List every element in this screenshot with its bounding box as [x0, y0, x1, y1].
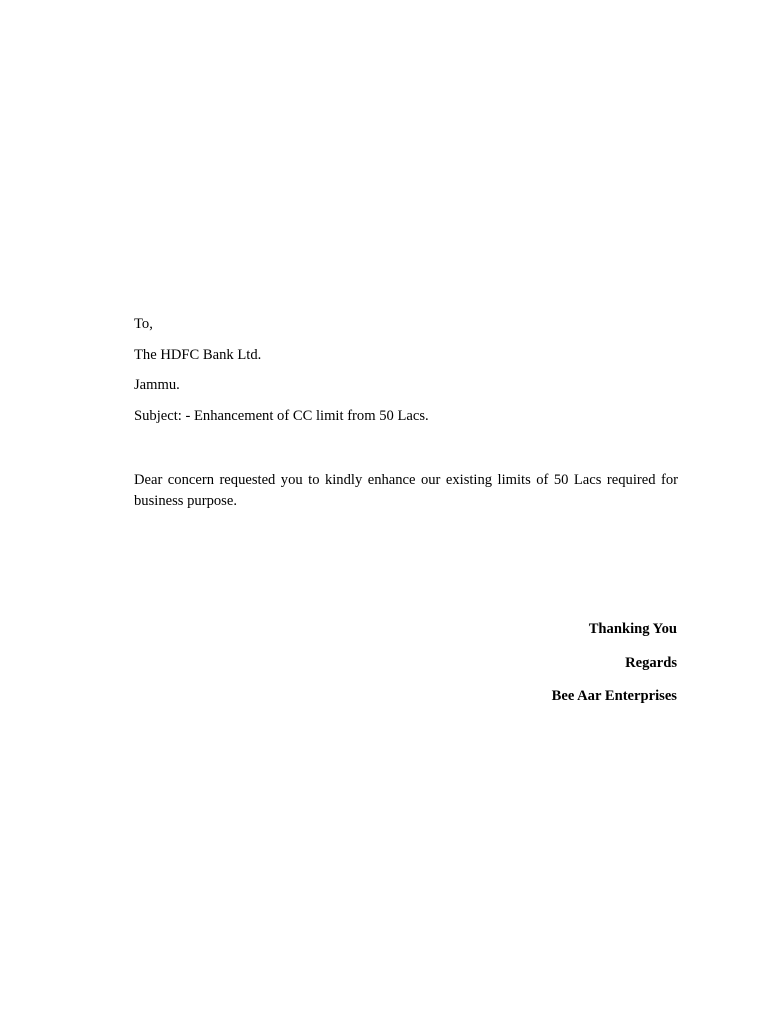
closing-regards: Regards — [625, 655, 677, 671]
subject-line: Subject: - Enhancement of CC limit from 50 Lacs. — [134, 408, 429, 424]
signatory-name: Bee Aar Enterprises — [551, 688, 677, 704]
recipient-name: The HDFC Bank Ltd. — [134, 347, 262, 363]
closing-thanks: Thanking You — [588, 621, 677, 637]
address-to: To, — [134, 316, 153, 332]
letter-body: Dear concern requested you to kindly enhance our existing limits of 50 Lacs required for business purpose. — [134, 472, 678, 509]
recipient-city: Jammu. — [134, 377, 180, 393]
